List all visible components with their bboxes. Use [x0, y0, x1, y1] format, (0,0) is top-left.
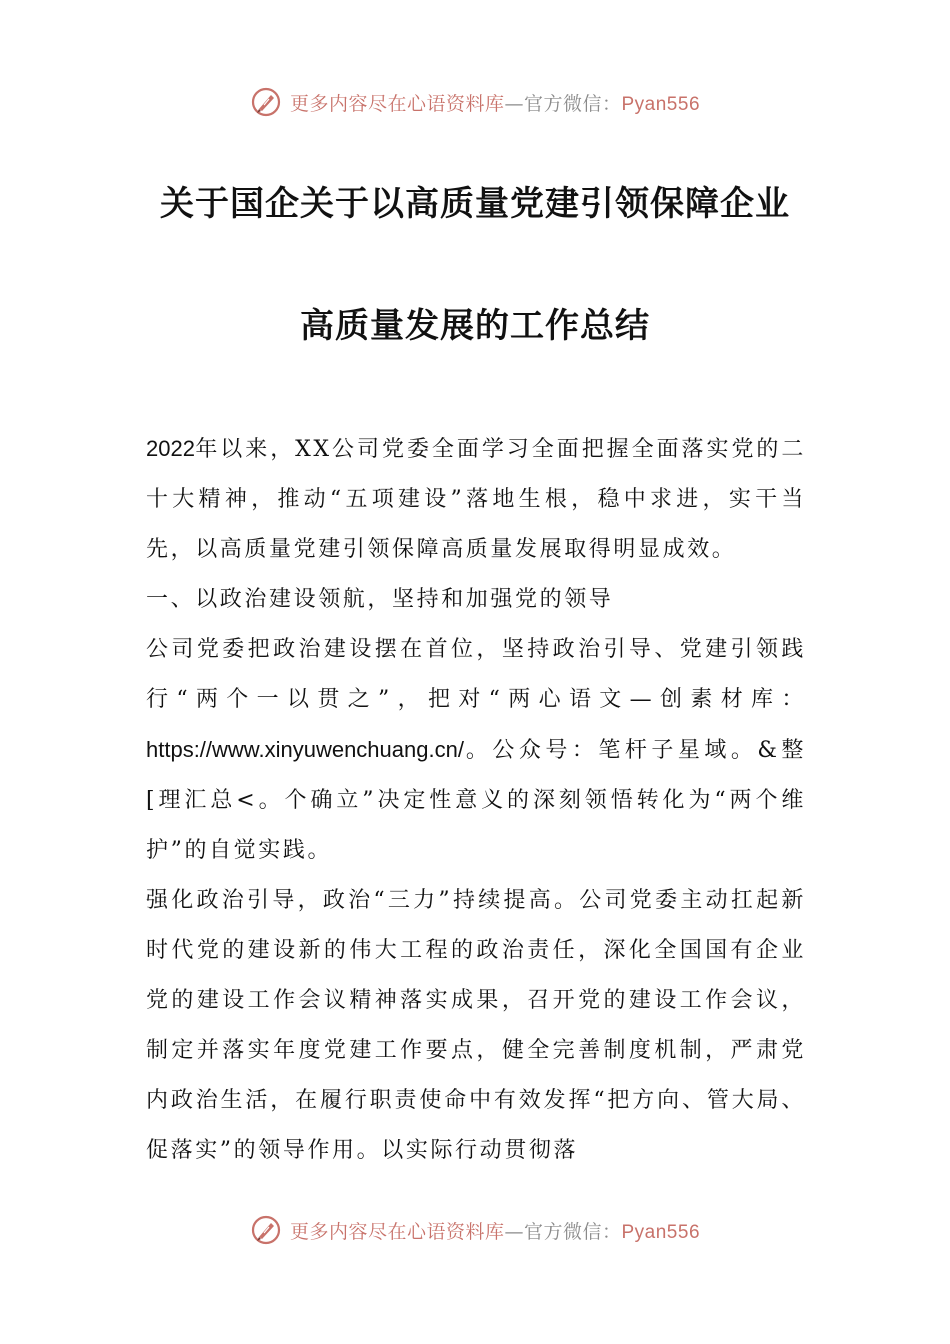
watermark-main: 更多内容尽在心语资料库: [289, 92, 505, 115]
watermark-id: Pyan556: [621, 93, 701, 115]
paragraph-intro: [146, 424, 806, 575]
watermark-text: [290, 89, 700, 116]
political-text: 公司党委把政治建设摆在首位，坚持政治引导、党建引领践行“两个一以贯之”，把对“两心语文—创素材库：: [146, 637, 806, 712]
watermark-official: 官方微信：: [523, 92, 622, 115]
quill-pen-logo-icon: [250, 86, 282, 118]
document-body: [146, 424, 806, 1176]
url-text: https://www.xinyuwenchuang.cn/: [146, 737, 464, 762]
paragraph-guidance: 强化政治引导，政治“三力”持续提高。公司党委主动扛起新时代党的建设新的伟大工程的政治责任，深化全国国有企业党的建设工作会议精神落实成果，召开党的建设工作会议，制定并落实年度党建工作要点，健全完善制度机制，严肃党内政治生活，在履行职责使命中有效发挥“把方向、管大局、促落实”的领导作用。以实际行动贯彻落: [146, 888, 806, 1163]
watermark-header: [0, 82, 950, 122]
watermark-text: [290, 1217, 700, 1244]
watermark-main: 更多内容尽在心语资料库: [289, 1220, 505, 1243]
watermark-official: 官方微信：: [523, 1220, 622, 1243]
paragraph-political: [146, 625, 806, 876]
watermark-footer: [0, 1210, 950, 1250]
political-rest: 。公众号：笔杆子星域。&整[理汇总<。个确立”决定性意义的深刻领悟转化为“两个维护”的自觉实践。: [146, 738, 806, 863]
intro-text: 年以来，XX公司党委全面学习全面把握全面落实党的二十大精神，推动“五项建设”落地生根，稳中求进，实干当先，以高质量党建引领保障高质量发展取得明显成效。: [146, 437, 806, 562]
quill-pen-logo-icon: [250, 1214, 282, 1246]
year-text: 2022: [146, 436, 195, 461]
document-title-line-2: 高质量发展的工作总结: [300, 306, 650, 346]
document-title-line-1: 关于国企关于以高质量党建引领保障企业: [160, 184, 790, 224]
watermark-dash: —: [504, 1220, 524, 1243]
watermark-id: Pyan556: [621, 1221, 701, 1243]
section-heading-1: 一、以政治建设领航，坚持和加强党的领导: [146, 587, 614, 612]
watermark-dash: —: [504, 92, 524, 115]
